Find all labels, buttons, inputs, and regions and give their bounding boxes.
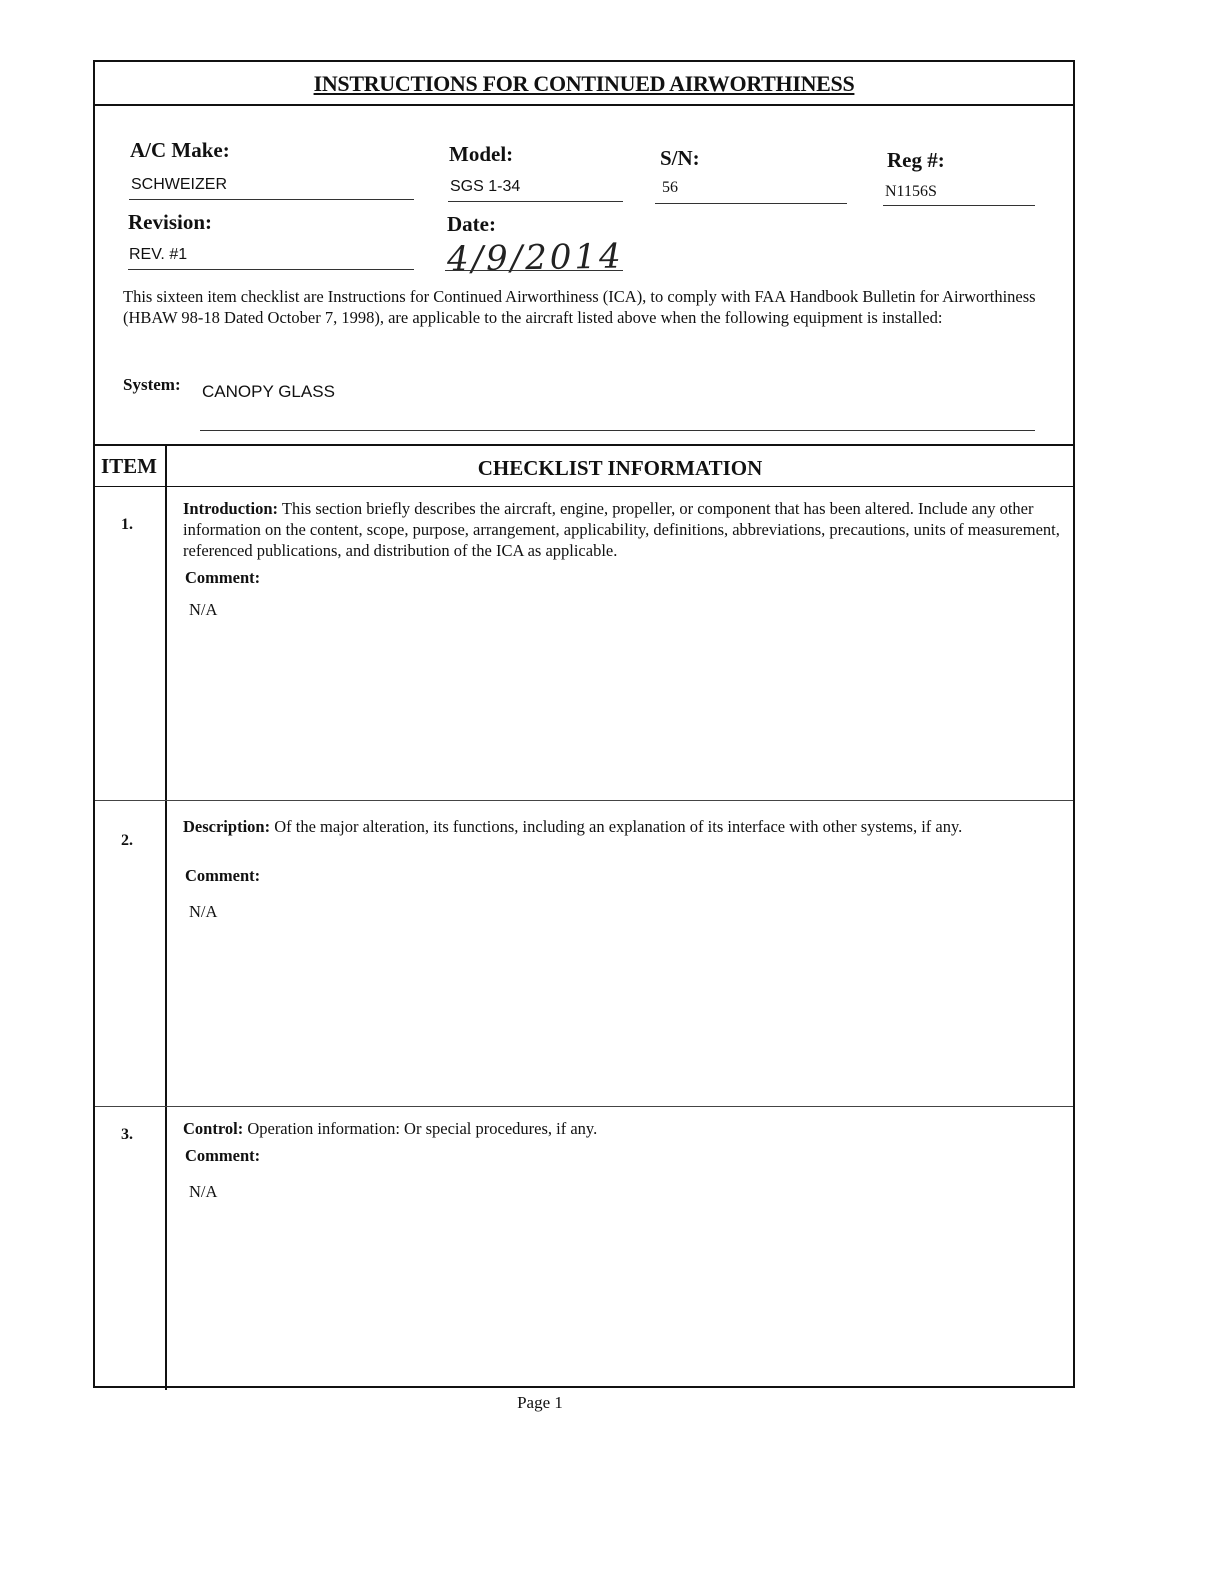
comment-value: N/A [189, 902, 218, 921]
comment-value: N/A [189, 1182, 218, 1201]
ac-make-value: SCHWEIZER [131, 176, 227, 193]
comment-label: Comment: [185, 568, 261, 587]
comment-label: Comment: [185, 1146, 261, 1165]
sn-value: 56 [662, 179, 678, 196]
system-label: System: [123, 375, 181, 394]
comment-value: N/A [189, 600, 218, 619]
ica-form [93, 60, 1075, 1388]
form-title: INSTRUCTIONS FOR CONTINUED AIRWORTHINESS [313, 71, 855, 96]
item-column-header: ITEM [101, 454, 158, 478]
system-underline [200, 430, 1035, 431]
date-label: Date: [447, 212, 496, 236]
row-text [183, 498, 1063, 561]
row-heading: Introduction: [183, 499, 279, 518]
form-title-bar [95, 62, 1073, 106]
page-number: Page 1 [517, 1393, 563, 1412]
row-heading: Control: [183, 1119, 244, 1138]
checklist-table [95, 444, 1073, 1390]
sn-label: S/N: [660, 146, 700, 170]
row-number: 1. [121, 516, 133, 533]
row-text [183, 1118, 1063, 1139]
date-handwritten-value: 4/9/2014 [446, 236, 625, 280]
sn-underline [655, 203, 847, 204]
row-body: Operation information: Or special procedures, if any. [247, 1119, 598, 1138]
revision-label: Revision: [128, 210, 212, 234]
model-label: Model: [449, 142, 514, 166]
checklist-info-header: CHECKLIST INFORMATION [477, 456, 763, 480]
row-heading: Description: [183, 817, 271, 836]
header-divider [95, 486, 1073, 487]
revision-value: REV. #1 [129, 246, 188, 263]
model-underline [448, 201, 623, 202]
row-divider [95, 800, 1073, 801]
ac-make-underline [129, 199, 414, 200]
comment-label: Comment: [185, 866, 261, 885]
revision-underline [128, 269, 414, 270]
row-divider [95, 1106, 1073, 1107]
date-underline [445, 270, 623, 271]
row-number: 3. [121, 1126, 133, 1143]
intro-paragraph: This sixteen item checklist are Instructions for Continued Airworthiness (ICA), to comply with FAA Handbook Bulletin for Airworthiness (HBAW 98-18 Dated October 7, 1998), are applicable to the aircraft listed above when the following equipment is installed: [123, 287, 1036, 327]
system-value: CANOPY GLASS [202, 382, 335, 401]
row-body: This section briefly describes the aircraft, engine, propeller, or component that has been altered. Include any other information on the content, scope, purpose, arrangement, applicability, definitions, abbreviations, precautions, units of measurement, referenced publications, and distribution of the ICA as applicable. [183, 499, 1060, 560]
reg-value: N1156S [885, 183, 937, 200]
reg-label: Reg #: [887, 148, 945, 172]
ac-make-label: A/C Make: [130, 138, 230, 162]
item-column-divider [165, 446, 167, 1390]
row-body: Of the major alteration, its functions, including an explanation of its interface with other systems, if any. [274, 817, 963, 836]
row-text [183, 816, 1063, 837]
model-value: SGS 1-34 [450, 178, 521, 195]
row-number: 2. [121, 832, 133, 849]
reg-underline [883, 205, 1035, 206]
form-header [95, 106, 1073, 444]
